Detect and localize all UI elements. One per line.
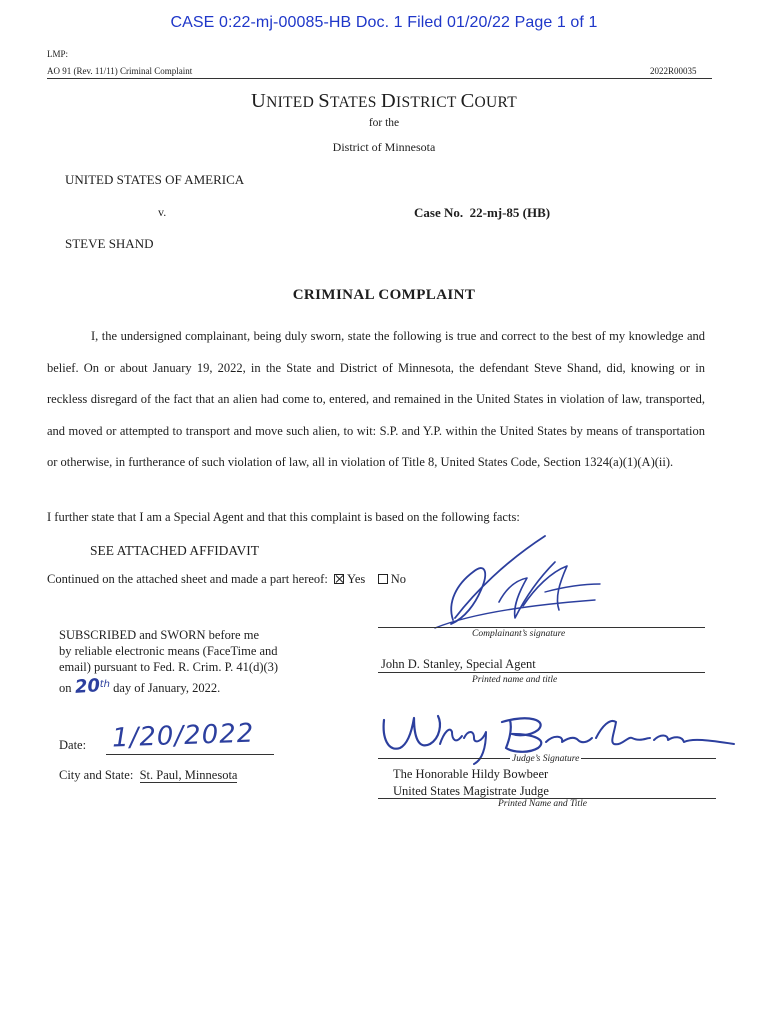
judge-name: The Honorable Hildy Bowbeer xyxy=(393,767,549,781)
header-rule xyxy=(47,78,712,79)
court-name-part: C xyxy=(460,90,475,112)
sworn-day-suffix: th xyxy=(99,678,110,690)
judge-title: United States Magistrate Judge xyxy=(393,784,549,798)
sworn-line-2: by reliable electronic means (FaceTime and xyxy=(59,644,278,658)
court-name-part: NITED xyxy=(266,94,319,111)
court-name xyxy=(0,90,768,113)
judge-signature-caption: Judge’s Signature xyxy=(512,754,580,764)
no-checkbox[interactable] xyxy=(378,574,388,584)
continued-line xyxy=(47,572,406,587)
form-number: AO 91 (Rev. 11/11) Criminal Complaint xyxy=(47,66,193,76)
document-title: CRIMINAL COMPLAINT xyxy=(292,287,476,303)
further-statement: I further state that I am a Special Agent and that this complaint is based on the following facts: xyxy=(47,510,520,524)
court-name-part: OURT xyxy=(474,94,518,111)
yes-label: Yes xyxy=(347,572,366,586)
plaintiff-name: UNITED STATES OF AMERICA xyxy=(65,172,245,187)
complainant-signature-caption: Complainant’s signature xyxy=(472,629,566,639)
date-label: Date: xyxy=(59,738,87,752)
sworn-rest: day of January, 2022. xyxy=(113,681,221,695)
complainant-name-title: John D. Stanley, Special Agent xyxy=(381,657,536,671)
case-number xyxy=(414,205,550,221)
complaint-paragraph: I, the undersigned complainant, being duly sworn, state the following is true and correct to the best of my knowledge and belief. On or about January 19, 2022, in the State and District of Minnesota, the defendant Steve Shand, did, knowing or in reckless disregard of the fact that an alien had come to, entered, and remained in the United States in violation of law, transported, and moved or attempted to transport and move such alien, to wit: S.P. and Y.P. within the United States by means of transportation or otherwise, in furtherance of such violation of law, all in violation of Title 8, United States Code, Section 1324(a)(1)(A)(ii). xyxy=(47,329,705,470)
sworn-on: on xyxy=(59,681,72,695)
city-state-value: St. Paul, Minnesota xyxy=(139,768,238,782)
sworn-line-3: email) pursuant to Fed. R. Crim. P. 41(d)(3) xyxy=(59,660,279,674)
court-name-part: U xyxy=(250,90,267,112)
date-line xyxy=(106,754,274,755)
complainant-printed-caption: Printed name and title xyxy=(472,675,558,685)
case-number-label: Case No. xyxy=(414,205,464,220)
no-label: No xyxy=(390,572,407,586)
city-state-line xyxy=(59,768,237,783)
case-number-value: 22-mj-85 (HB) xyxy=(469,205,551,220)
complainant-name-line xyxy=(378,672,705,673)
date-handwritten: 1/20/2022 xyxy=(111,718,255,754)
complainant-signature-line xyxy=(378,627,705,628)
for-the: for the xyxy=(368,117,400,129)
sworn-line-4 xyxy=(59,676,220,697)
sworn-day-handwritten: 20 xyxy=(73,675,101,698)
lmp-label: LMP: xyxy=(47,49,69,59)
court-name-part: D xyxy=(380,90,396,112)
court-name-part: S xyxy=(318,90,330,112)
city-state-label: City and State: xyxy=(59,768,134,782)
court-name-part: TATES xyxy=(329,94,381,111)
yes-checkbox[interactable] xyxy=(334,574,344,584)
district-name: District of Minnesota xyxy=(332,140,436,154)
reference-number: 2022R00035 xyxy=(650,66,697,76)
sworn-line-1: SUBSCRIBED and SWORN before me xyxy=(59,628,259,642)
judge-printed-caption: Printed Name and Title xyxy=(498,799,587,809)
court-name-part: ISTRICT xyxy=(396,94,461,111)
see-attached-affidavit: SEE ATTACHED AFFIDAVIT xyxy=(90,543,259,558)
defendant-name: STEVE SHAND xyxy=(65,236,154,251)
continued-text: Continued on the attached sheet and made a part hereof: xyxy=(47,572,328,586)
ecf-header-stamp: CASE 0:22-mj-00085-HB Doc. 1 Filed 01/20/22 Page 1 of 1 xyxy=(170,14,598,31)
complainant-signature xyxy=(395,532,610,637)
versus: v. xyxy=(158,205,167,219)
